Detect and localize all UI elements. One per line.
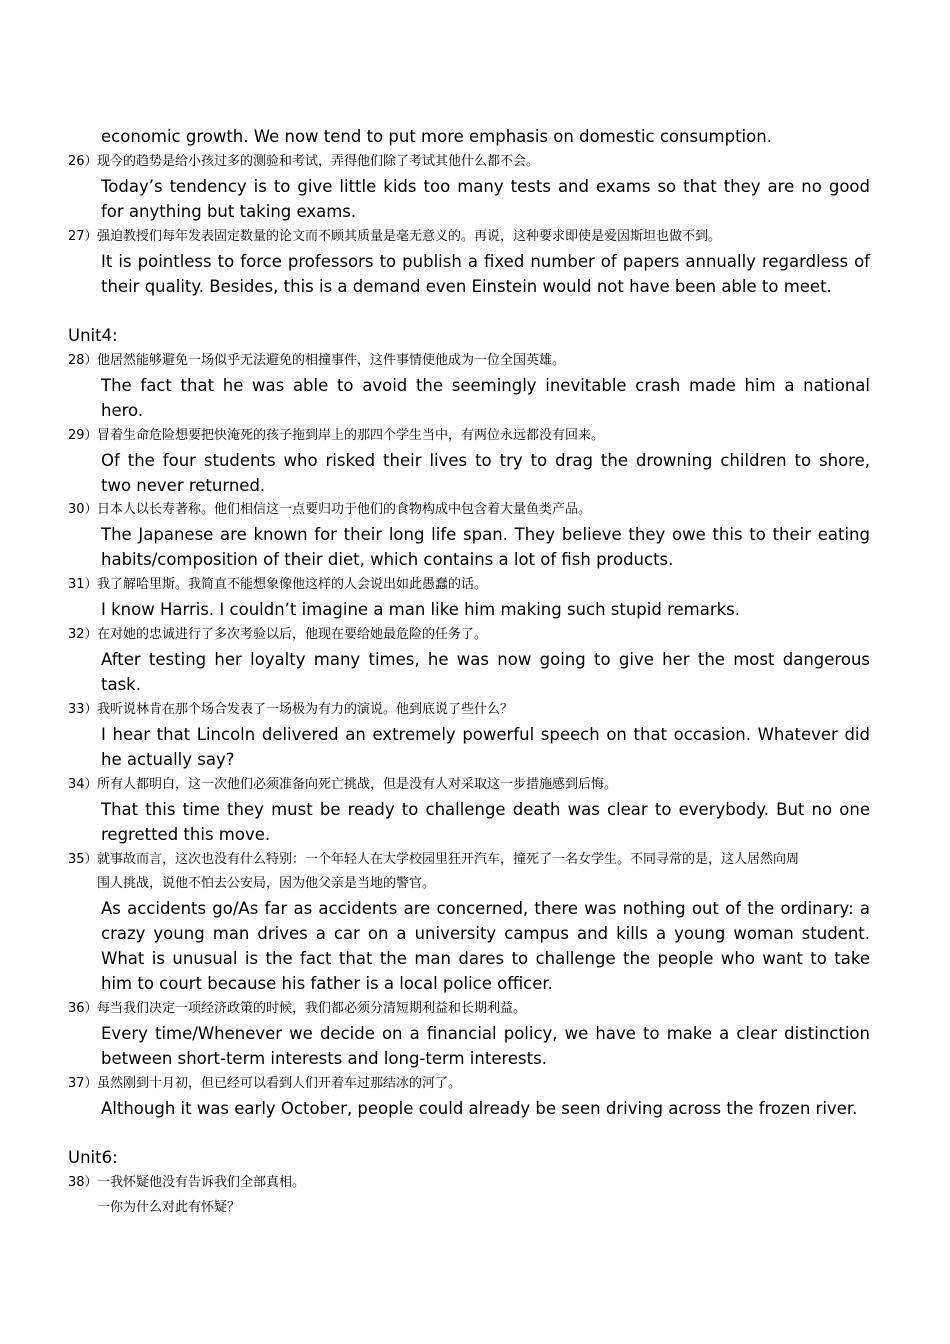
chinese-sentence: 虽然刚到十月初，但已经可以看到人们开着车过那结冰的河了。	[97, 1076, 462, 1091]
english-translation-line: him to court because his father is a local police officer.	[101, 974, 553, 993]
english-translation-line: The Japanese are known for their long life span. They believe they owe this to their eating	[101, 525, 870, 544]
chinese-sentence: 一你为什么对此有怀疑？	[97, 1200, 241, 1215]
chinese-sentence: 现今的趋势是给小孩过多的测验和考试，弄得他们除了考试其他什么都不会。	[97, 154, 540, 169]
english-translation-line: Of the four students who risked their lives to try to drag the drowning children to shore,	[101, 451, 870, 470]
english-translation-line: Today’s tendency is to give little kids too many tests and exams so that they are no good	[101, 177, 870, 196]
english-translation-line: he actually say?	[101, 750, 235, 769]
item-number: 35）	[68, 852, 98, 867]
english-translation-line: crazy young man drives a car on a university campus and kills a young woman student.	[101, 924, 870, 943]
english-translation-line: After testing her loyalty many times, he was now going to give her the most dangerous	[101, 650, 870, 669]
english-translation-line: I know Harris. I couldn’t imagine a man like him making such stupid remarks.	[101, 600, 741, 619]
unit-heading: Unit6:	[68, 1148, 118, 1167]
item-number: 33）	[68, 702, 98, 717]
english-translation-line: Every time/Whenever we decide on a financial policy, we have to make a clear distinction	[101, 1024, 870, 1043]
english-translation-line: two never returned.	[101, 476, 266, 495]
item-number: 28）	[68, 353, 98, 368]
english-translation-line: hero.	[101, 401, 144, 420]
chinese-sentence: 每当我们决定一项经济政策的时候，我们都必须分清短期利益和长期利益。	[97, 1001, 527, 1016]
item-number: 29）	[68, 428, 98, 443]
item-number: 36）	[68, 1001, 98, 1016]
chinese-sentence: 日本人以长寿著称。他们相信这一点要归功于他们的食物构成中包含着大量鱼类产品。	[97, 502, 592, 517]
chinese-sentence: 他居然能够避免一场似乎无法避免的相撞事件，这件事情使他成为一位全国英雄。	[97, 353, 566, 368]
unit-heading: Unit4:	[68, 326, 118, 345]
english-translation-line: I hear that Lincoln delivered an extremely powerful speech on that occasion. Whatever did	[101, 725, 870, 744]
chinese-sentence: 冒着生命危险想要把快淹死的孩子拖到岸上的那四个学生当中，有两位永远都没有回来。	[97, 428, 605, 443]
english-translation-line: their quality. Besides, this is a demand even Einstein would not have been able to meet.	[101, 277, 832, 296]
chinese-sentence: 我了解哈里斯。我简直不能想象像他这样的人会说出如此愚蠢的话。	[97, 577, 488, 592]
item-number: 32）	[68, 627, 98, 642]
english-translation-line: Although it was early October, people could already be seen driving across the frozen river.	[101, 1099, 858, 1118]
english-translation-line: habits/composition of their diet, which contains a lot of fish products.	[101, 550, 674, 569]
english-translation-line: for anything but taking exams.	[101, 202, 357, 221]
english-translation-line: regretted this move.	[101, 825, 271, 844]
item-number: 37）	[68, 1076, 98, 1091]
chinese-sentence: 所有人都明白，这一次他们必须准备向死亡挑战，但是没有人对采取这一步措施感到后悔。	[97, 777, 618, 792]
item-number: 38）	[68, 1175, 98, 1190]
english-translation-line: As accidents go/As far as accidents are concerned, there was nothing out of the ordinary: a	[101, 899, 870, 918]
chinese-sentence: 我听说林肯在那个场合发表了一场极为有力的演说。他到底说了些什么？	[97, 702, 514, 717]
item-number: 26）	[68, 154, 98, 169]
english-translation-line: What is unusual is the fact that the man dares to challenge the people who want to take	[101, 949, 870, 968]
english-translation-line: between short-term interests and long-term interests.	[101, 1049, 547, 1068]
english-translation-line: The fact that he was able to avoid the seemingly inevitable crash made him a national	[101, 376, 870, 395]
item-number: 30）	[68, 502, 98, 517]
chinese-sentence: 就事故而言，这次也没有什么特别：一个年轻人在大学校园里狂开汽车，撞死了一名女学生。不同寻常的是，这人居然向周	[97, 852, 800, 867]
chinese-sentence: 强迫教授们每年发表固定数量的论文而不顾其质量是毫无意义的。再说，这种要求即使是爱因斯坦也做不到。	[97, 229, 722, 244]
item-number: 31）	[68, 577, 98, 592]
item-number: 27）	[68, 229, 98, 244]
chinese-sentence: 一我怀疑他没有告诉我们全部真相。	[97, 1175, 306, 1190]
chinese-sentence: 在对她的忠诚进行了多次考验以后，他现在要给她最危险的任务了。	[97, 627, 488, 642]
english-translation-line: It is pointless to force professors to publish a fixed number of papers annually regardless of	[101, 252, 870, 271]
english-translation-line: That this time they must be ready to challenge death was clear to everybody. But no one	[101, 800, 870, 819]
english-translation-line: economic growth. We now tend to put more emphasis on domestic consumption.	[101, 127, 772, 146]
english-translation-line: task.	[101, 675, 141, 694]
chinese-sentence: 围人挑战，说他不怕去公安局，因为他父亲是当地的警官。	[97, 876, 436, 891]
item-number: 34）	[68, 777, 98, 792]
